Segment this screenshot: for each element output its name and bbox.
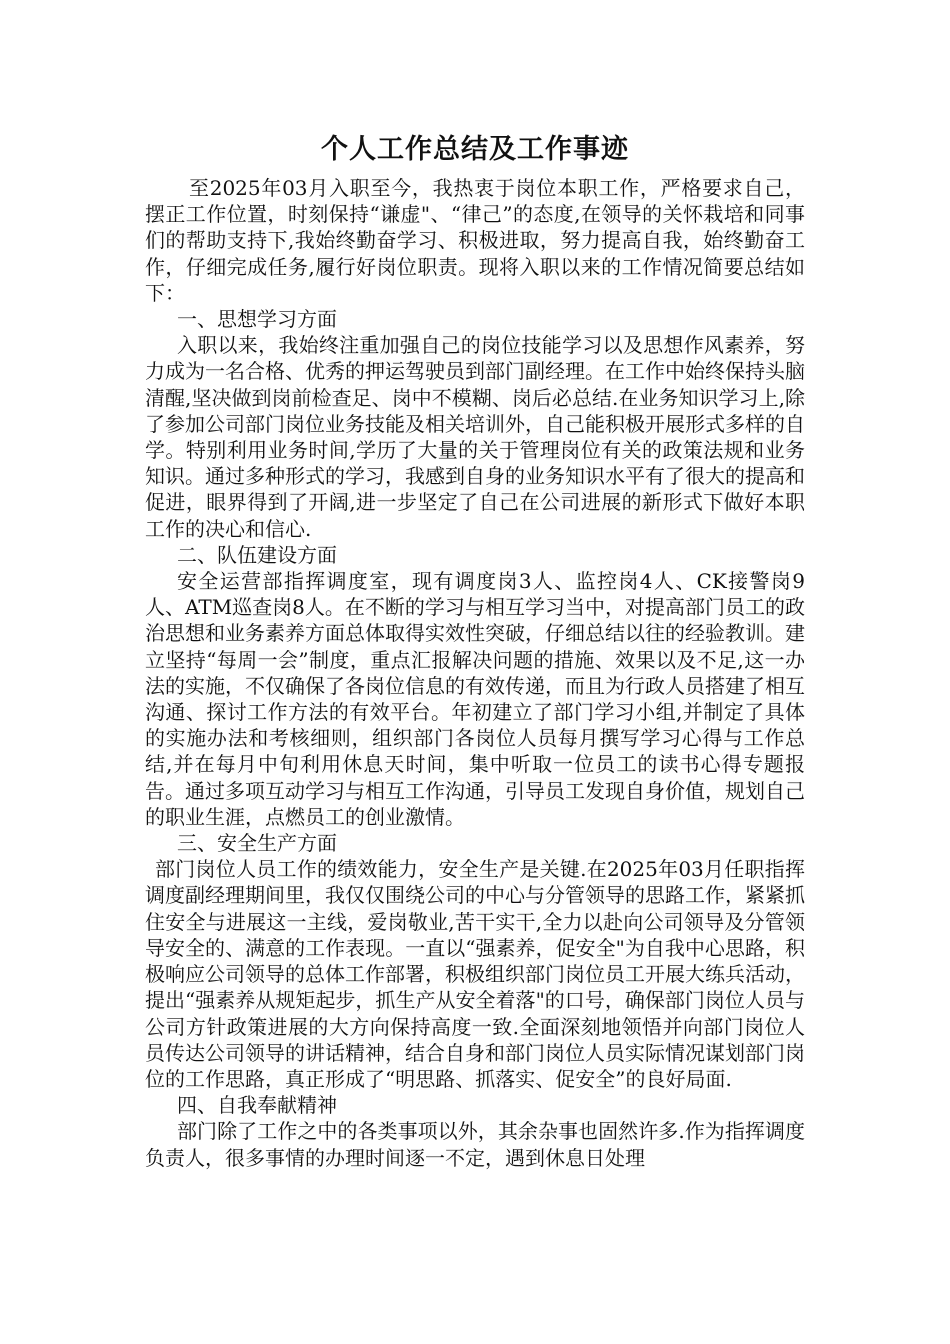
section-paragraph-3: 部门岗位人员工作的绩效能力，安全生产是关键.在2025年03月任职指挥调度副经理期间里，我仅仅围绕公司的中心与分管领导的思路工作，紧紧抓住安全与进展这一主线，爱岗敬业,苦干实干,全力以赴向公司领导及分管领导安全的、满意的工作表现。一直以“强素养，促安全"为自我中心思路，积极响应公司领导的总体工作部署，积极组织部门岗位员工开展大练兵活动，提出“强素养从规矩起步，抓生产从安全着落"的口号，确保部门岗位人员与公司方针政策进展的大方向保持高度一致.全面深刻地领悟并向部门岗位人员传达公司领导的讲话精神，结合自身和部门岗位人员实际情况谋划部门岗位的工作思路，真正形成了“明思路、抓落实、促安全”的良好局面. xyxy=(145,857,805,1091)
section-paragraph-1: 入职以来，我始终注重加强自己的岗位技能学习以及思想作风素养，努力成为一名合格、优秀的押运驾驶员到部门副经理。在工作中始终保持头脑清醒,坚决做到岗前检查足、岗中不模糊、岗后必总结.在业务知识学习上,除了参加公司部门岗位业务技能及相关培训外，自己能积极开展形式多样的自学。特别利用业务时间,学历了大量的关于管理岗位有关的政策法规和业务知识。通过多种形式的学习，我感到自身的业务知识水平有了很大的提高和促进，眼界得到了开阔,进一步坚定了自己在公司进展的新形式下做好本职工作的决心和信心. xyxy=(145,333,805,541)
document-title: 个人工作总结及工作事迹 xyxy=(321,134,629,165)
section-heading-3: 三、安全生产方面 xyxy=(177,831,337,856)
section-paragraph-2: 安全运营部指挥调度室，现有调度岗3人、监控岗4人、CK接警岗9人、ATM巡查岗8人。在不断的学习与相互学习当中，对提高部门员工的政治思想和业务素养方面总体取得实效性突破，仔细总结以往的经验教训。建立坚持“每周一会”制度，重点汇报解决问题的措施、效果以及不足,这一办法的实施，不仅确保了各岗位信息的有效传递，而且为行政人员搭建了相互沟通、探讨工作方法的有效平台。年初建立了部门学习小组,并制定了具体的实施办法和考核细则，组织部门各岗位人员每月撰写学习心得与工作总结,并在每月中旬利用休息天时间，集中听取一位员工的读书心得专题报告。通过多项互动学习与相互工作沟通，引导员工发现自身价值，规划自己的职业生涯，点燃员工的创业激情。 xyxy=(145,569,805,829)
section-paragraph-4: 部门除了工作之中的各类事项以外，其余杂事也固然许多.作为指挥调度负责人，很多事情的办理时间逐一不定，遇到休息日处理 xyxy=(145,1119,805,1170)
section-heading-1: 一、思想学习方面 xyxy=(177,307,337,332)
document-body xyxy=(145,175,805,1171)
section-heading-2: 二、队伍建设方面 xyxy=(177,542,337,567)
section-heading-4: 四、自我奉献精神 xyxy=(177,1093,337,1118)
intro-paragraph: 至2025年03月入职至今，我热衷于岗位本职工作，严格要求自己，摆正工作位置，时刻保持“谦虚"、“律己”的态度,在领导的关怀栽培和同事们的帮助支持下,我始终勤奋学习、积极进取，努力提高自我，始终勤奋工作，仔细完成任务,履行好岗位职责。现将入职以来的工作情况简要总结如下： xyxy=(145,176,805,305)
